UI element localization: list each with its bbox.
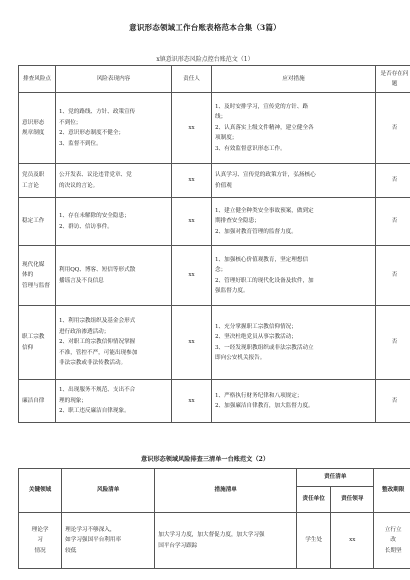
header-risk-list: 风险清单 [62, 469, 155, 513]
person-cell: xx [172, 246, 212, 306]
table-row [19, 164, 410, 198]
table-row [19, 246, 410, 306]
table-row [19, 93, 410, 164]
table1-caption: x镇意识形态风险点控台账范文（1） [156, 56, 254, 63]
table-row [19, 380, 410, 423]
measures-cell: 1、严格执行财务纪律和八项规定； 2、加强廉洁自律教育，加大监督力度。 [212, 380, 376, 423]
risk-cell: 理论学习不够深入， 如学习强国平台利用率 较低 [62, 513, 155, 569]
table1-header-row [19, 66, 410, 93]
issue-cell: 否 [376, 380, 410, 423]
header-rectify: 整改期限 [374, 469, 410, 513]
document-title: 意识形态领域工作台账表格范本合集（3篇） [129, 23, 281, 32]
issue-cell: 否 [376, 198, 410, 246]
three-lists-table [18, 468, 410, 569]
person-cell: xx [172, 198, 212, 246]
table-row [19, 513, 410, 569]
header-risk-content: 风险表现内容 [56, 66, 172, 93]
rectify-cell: 立行立 改 长期坚 [374, 513, 410, 569]
risk-point-cell: 现代化媒 体的 管理与监督 [19, 246, 56, 306]
measures-cell: 1、及时安排学习，宣传党的方针、路 线； 2、认真落实上级文件精神，建立健全各 项制度； 3、有效监督意识形态工作。 [212, 93, 376, 164]
field-cell: 理论学 习 情况 [19, 513, 62, 569]
header-risk-point: 排查风险点 [19, 66, 56, 93]
table2-header-row [19, 469, 410, 487]
person-cell: xx [172, 93, 212, 164]
header-resp-unit: 责任单位 [297, 487, 331, 513]
person-cell: xx [172, 306, 212, 380]
risk-point-cell: 意识形态 规章制度 [19, 93, 56, 164]
risk-content-cell: 1、党的路线、方针、政策宣传 不到位； 2、意识形态制度不健全； 3、监督不到位。 [56, 93, 172, 164]
risk-content-cell: 1、存在未解除的安全隐患； 2、群访、信访事件。 [56, 198, 172, 246]
header-issue: 是否存在问题 [376, 66, 410, 93]
issue-cell: 否 [376, 93, 410, 164]
header-measures-list: 措施清单 [155, 469, 297, 513]
header-resp-list: 责任清单 [297, 469, 374, 487]
resp-unit-cell: 学生处 [297, 513, 331, 569]
header-person: 责任人 [172, 66, 212, 93]
measures-cell: 1、充分掌握职工宗教信仰情况； 2、坚决杜绝党员从事宗教活动； 3、一经发现职教组织或非法宗教活动立 即向公安机关报告。 [212, 306, 376, 380]
measures-cell: 加大学习力度，加大督促力度，加大学习强 国平台学习跟踪 [155, 513, 297, 569]
header-resp-person: 责任领导 [331, 487, 374, 513]
risk-content-cell: 公开发表、议论违背党章、党 的决议的言论。 [56, 164, 172, 198]
risk-point-cell: 廉洁自律 [19, 380, 56, 423]
risk-content-cell: 1、利用宗教组织及基金会形式 进行政治渗透活动； 2、对职工的宗教信仰情况掌握 不准，管控不严，可能出现参加 非法宗教或非法传教活动。 [56, 306, 172, 380]
resp-person-cell: xx [331, 513, 374, 569]
measures-cell: 1、建立健全种类安全事故预案，做到定 期排查安全隐患； 2、加强对教育管理的监督力度。 [212, 198, 376, 246]
risk-point-cell: 职工宗教 信仰 [19, 306, 56, 380]
measures-cell: 认真学习、宣传党的政策方针，弘扬核心 价值观 [212, 164, 376, 198]
risk-point-cell: 党员及职 工言论 [19, 164, 56, 198]
header-field: 关键领域 [19, 469, 62, 513]
person-cell: xx [172, 380, 212, 423]
table-row [19, 306, 410, 380]
issue-cell: 否 [376, 306, 410, 380]
table-row [19, 198, 410, 246]
header-measures: 应对措施 [212, 66, 376, 93]
table2-caption: 意识形态领域风险排查三清单一台账范文（2） [140, 456, 270, 463]
risk-point-table [18, 65, 410, 423]
risk-point-cell: 稳定工作 [19, 198, 56, 246]
issue-cell: 否 [376, 246, 410, 306]
measures-cell: 1、加强核心价值观教育，坚定理想信 念； 2、管理好职工的现代化设备及软件，加 强监督力度。 [212, 246, 376, 306]
issue-cell: 否 [376, 164, 410, 198]
risk-content-cell: 1、出现服务不规范、支出不合 理的现象； 2、职工违反廉洁自律现象。 [56, 380, 172, 423]
risk-content-cell: 利用QQ、博客、短信等形式散 播谣言及不良信息 [56, 246, 172, 306]
person-cell: xx [172, 164, 212, 198]
